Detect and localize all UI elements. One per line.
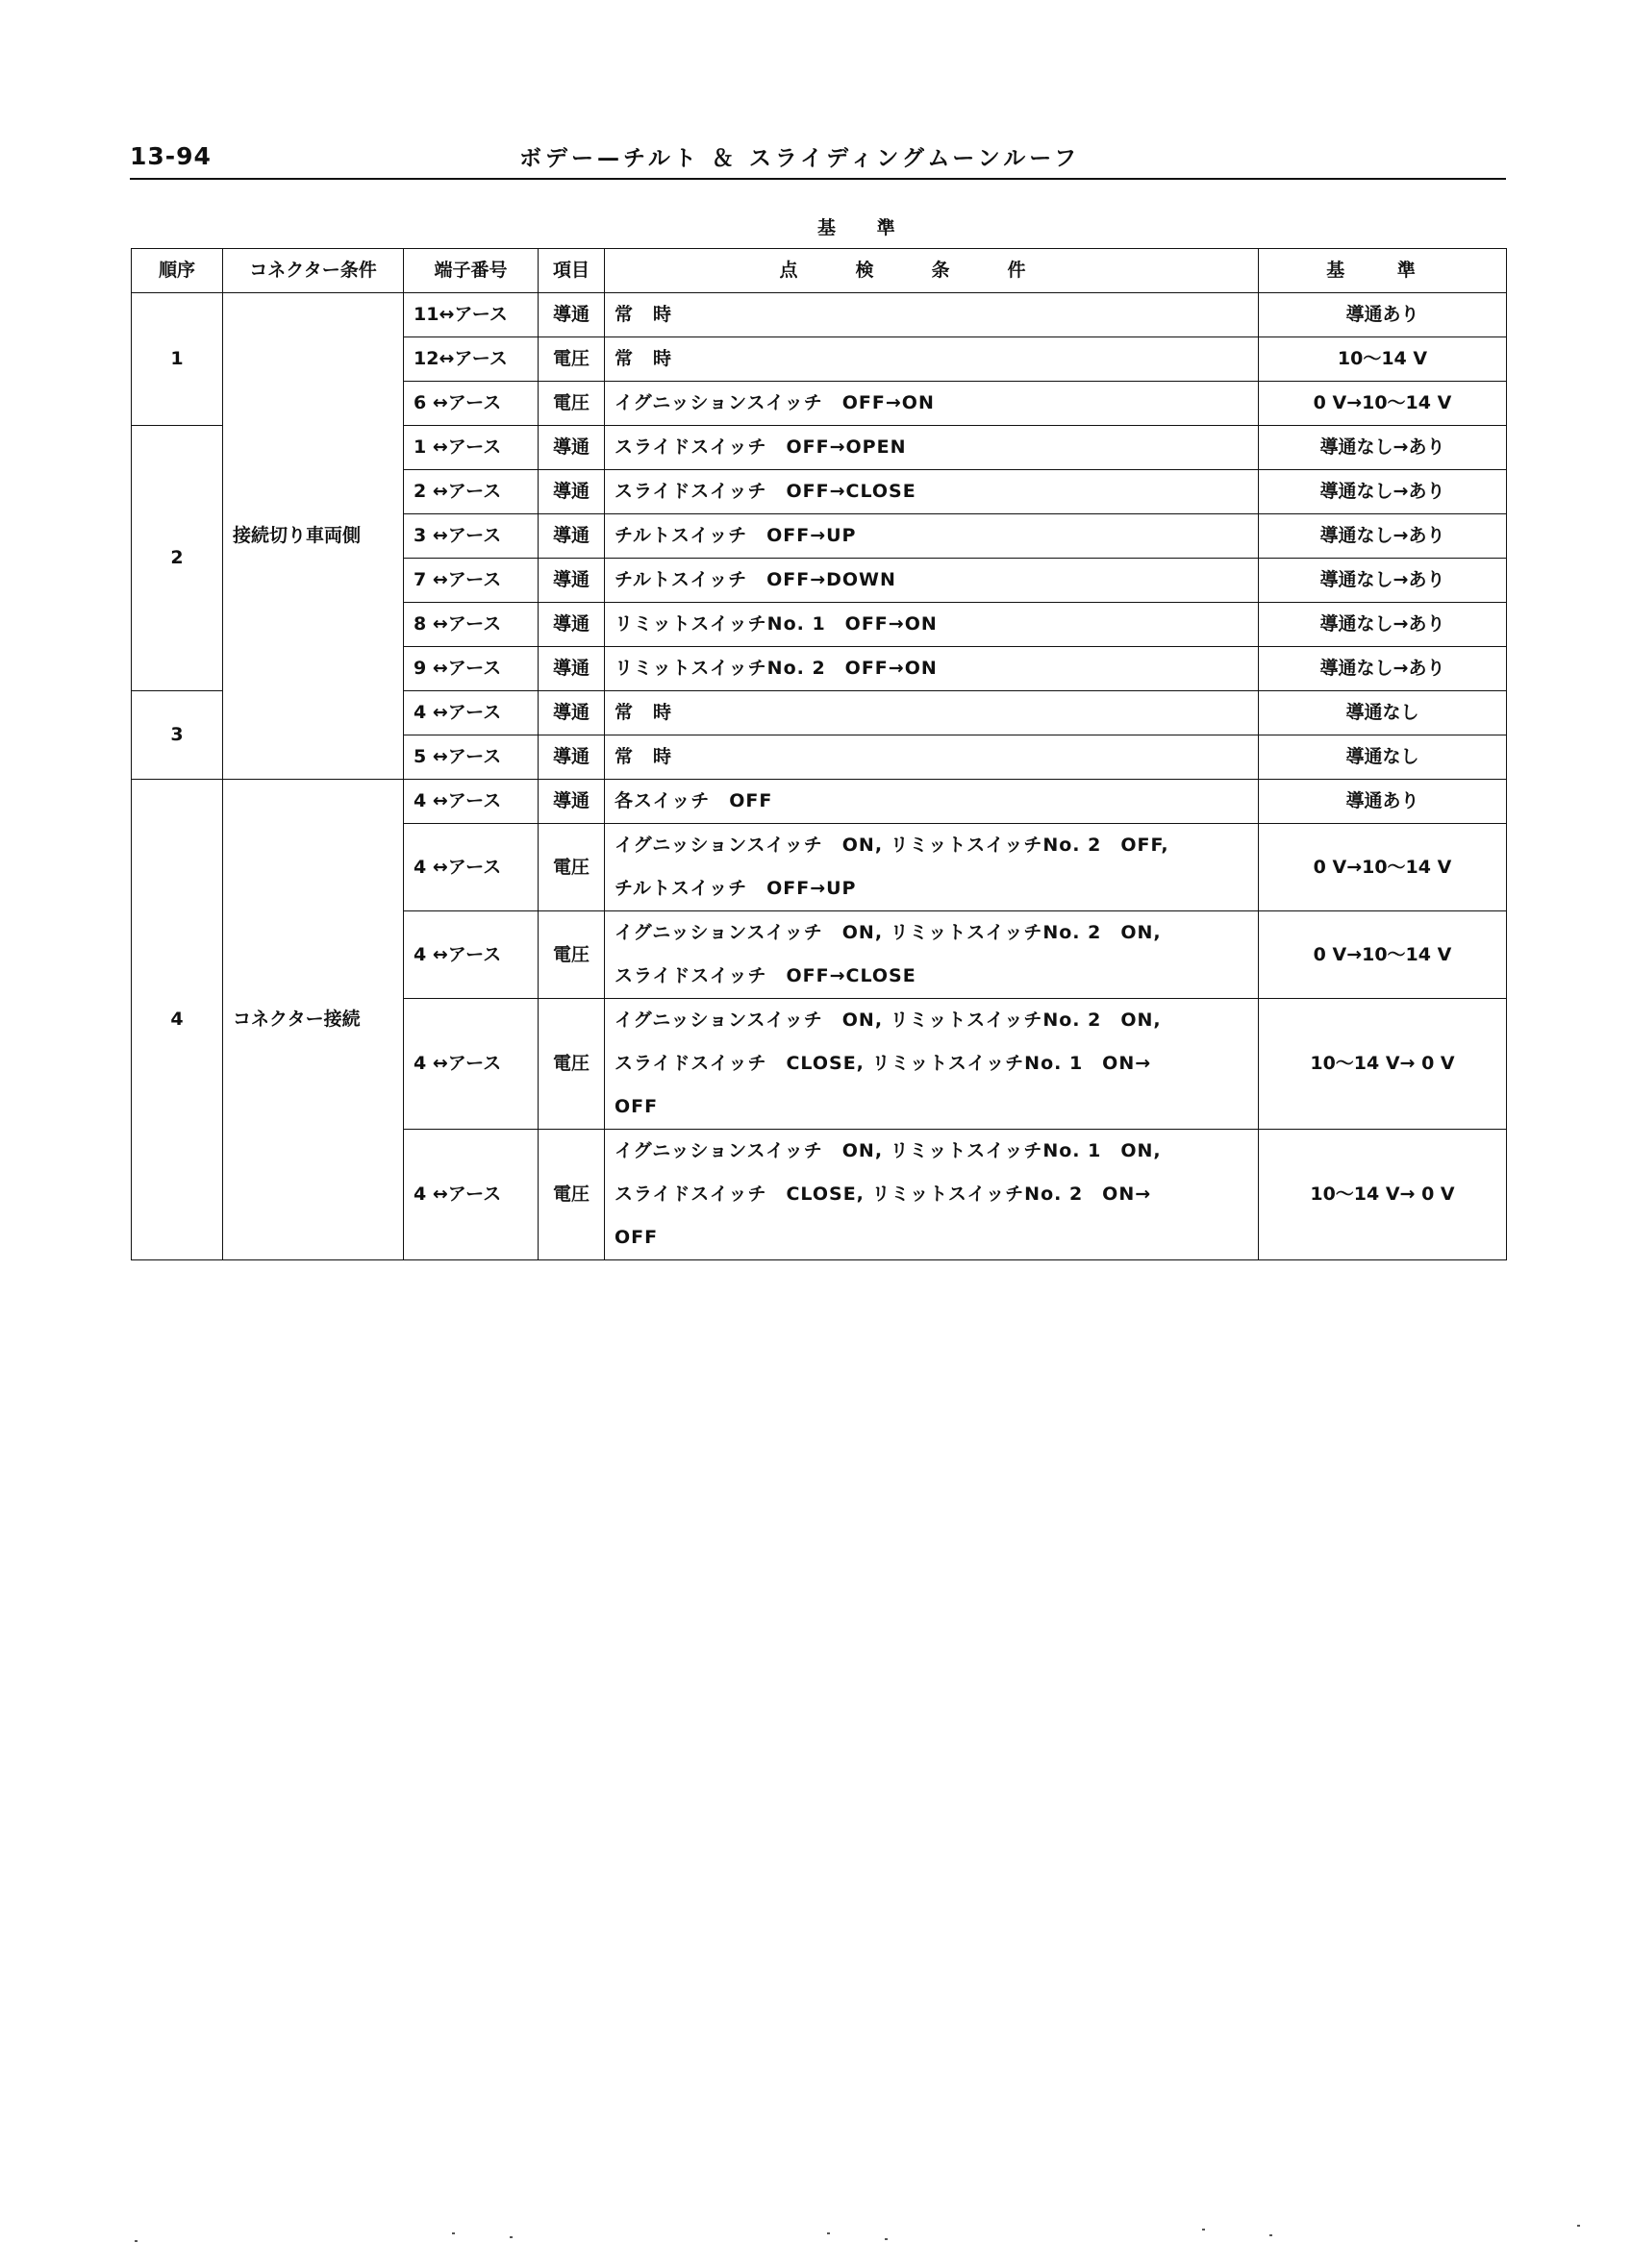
standard-cell: 10～14 V→ 0 V xyxy=(1259,999,1507,1130)
table-header-row xyxy=(132,249,1507,293)
check-line: スライドスイッチ OFF→CLOSE xyxy=(615,965,916,986)
standard-cell: 0 V→10～14 V xyxy=(1259,382,1507,426)
standard-cell: 0 V→10～14 V xyxy=(1259,911,1507,999)
seq-cell: 3 xyxy=(132,691,223,780)
scan-speck xyxy=(510,2236,513,2238)
terminal-cell: 7 ↔アース xyxy=(404,559,539,603)
header-check: 点検条件 xyxy=(605,249,1259,293)
check-cell: スライドスイッチ OFF→OPEN xyxy=(605,426,1259,470)
check-line: イグニッションスイッチ ON, リミットスイッチNo. 2 OFF, xyxy=(615,835,1169,856)
standard-cell: 10～14 V→ 0 V xyxy=(1259,1130,1507,1260)
terminal-cell: 4 ↔アース xyxy=(404,999,539,1130)
terminal-cell: 4 ↔アース xyxy=(404,780,539,824)
standard-cell: 導通あり xyxy=(1259,293,1507,337)
check-cell xyxy=(605,1130,1259,1260)
section-title: ボデー—チルト ＆ スライディングムーンルーフ xyxy=(519,146,1081,171)
check-line: OFF xyxy=(615,1096,659,1117)
item-cell: 導通 xyxy=(539,603,605,647)
check-line: イグニッションスイッチ ON, リミットスイッチNo. 1 ON, xyxy=(615,1140,1162,1161)
check-cell: チルトスイッチ OFF→UP xyxy=(605,514,1259,559)
item-cell: 電圧 xyxy=(539,1130,605,1260)
terminal-cell: 4 ↔アース xyxy=(404,691,539,735)
item-cell: 導通 xyxy=(539,780,605,824)
terminal-cell: 6 ↔アース xyxy=(404,382,539,426)
item-cell: 電圧 xyxy=(539,824,605,911)
item-cell: 導通 xyxy=(539,470,605,514)
header-rule xyxy=(130,178,1506,180)
scan-speck xyxy=(135,2240,138,2242)
check-line: イグニッションスイッチ ON, リミットスイッチNo. 2 ON, xyxy=(615,1009,1162,1031)
scan-speck xyxy=(827,2232,830,2234)
terminal-cell: 8 ↔アース xyxy=(404,603,539,647)
check-line: チルトスイッチ OFF→UP xyxy=(615,878,857,899)
seq-cell: 4 xyxy=(132,780,223,1260)
check-line: スライドスイッチ CLOSE, リミットスイッチNo. 1 ON→ xyxy=(615,1053,1152,1074)
standard-cell: 10～14 V xyxy=(1259,337,1507,382)
standard-cell: 導通なし→あり xyxy=(1259,426,1507,470)
terminal-cell: 4 ↔アース xyxy=(404,824,539,911)
check-cell: 常 時 xyxy=(605,691,1259,735)
standard-cell: 導通なし→あり xyxy=(1259,603,1507,647)
check-cell xyxy=(605,911,1259,999)
terminal-cell: 1 ↔アース xyxy=(404,426,539,470)
check-cell: スライドスイッチ OFF→CLOSE xyxy=(605,470,1259,514)
standard-cell: 導通なし→あり xyxy=(1259,647,1507,691)
check-cell: リミットスイッチNo. 2 OFF→ON xyxy=(605,647,1259,691)
terminal-cell: 9 ↔アース xyxy=(404,647,539,691)
terminal-cell: 12↔アース xyxy=(404,337,539,382)
standard-cell: 0 V→10～14 V xyxy=(1259,824,1507,911)
check-cell xyxy=(605,824,1259,911)
check-cell xyxy=(605,999,1259,1130)
check-line: OFF xyxy=(615,1227,659,1248)
check-cell: 各スイッチ OFF xyxy=(605,780,1259,824)
scan-speck xyxy=(452,2232,455,2234)
item-cell: 電圧 xyxy=(539,911,605,999)
check-cell: イグニッションスイッチ OFF→ON xyxy=(605,382,1259,426)
seq-cell: 1 xyxy=(132,293,223,426)
item-cell: 導通 xyxy=(539,293,605,337)
item-cell: 導通 xyxy=(539,735,605,780)
check-line: イグニッションスイッチ ON, リミットスイッチNo. 2 ON, xyxy=(615,922,1162,943)
header-seq: 順序 xyxy=(132,249,223,293)
standard-cell: 導通なし→あり xyxy=(1259,514,1507,559)
scan-speck xyxy=(1577,2225,1580,2227)
check-line: スライドスイッチ CLOSE, リミットスイッチNo. 2 ON→ xyxy=(615,1184,1152,1205)
header-standard: 基 準 xyxy=(1259,249,1507,293)
standard-cell: 導通なし xyxy=(1259,735,1507,780)
item-cell: 導通 xyxy=(539,647,605,691)
page-number: 13-94 xyxy=(130,142,212,170)
header-connector: コネクター条件 xyxy=(223,249,404,293)
table-row xyxy=(132,780,1507,824)
check-cell: チルトスイッチ OFF→DOWN xyxy=(605,559,1259,603)
table-caption: 基 準 xyxy=(817,217,913,238)
table-row xyxy=(132,293,1507,337)
terminal-cell: 4 ↔アース xyxy=(404,911,539,999)
check-cell: 常 時 xyxy=(605,293,1259,337)
item-cell: 電圧 xyxy=(539,382,605,426)
inspection-table xyxy=(131,248,1507,1260)
standard-cell: 導通なし→あり xyxy=(1259,470,1507,514)
standard-cell: 導通なし→あり xyxy=(1259,559,1507,603)
connector-condition-cell: コネクター接続 xyxy=(223,780,404,1260)
scan-speck xyxy=(1202,2229,1205,2231)
standard-cell: 導通あり xyxy=(1259,780,1507,824)
item-cell: 導通 xyxy=(539,691,605,735)
item-cell: 電圧 xyxy=(539,999,605,1130)
terminal-cell: 3 ↔アース xyxy=(404,514,539,559)
scan-speck xyxy=(885,2238,888,2240)
check-cell: 常 時 xyxy=(605,735,1259,780)
terminal-cell: 11↔アース xyxy=(404,293,539,337)
item-cell: 導通 xyxy=(539,426,605,470)
check-cell: リミットスイッチNo. 1 OFF→ON xyxy=(605,603,1259,647)
item-cell: 導通 xyxy=(539,559,605,603)
terminal-cell: 4 ↔アース xyxy=(404,1130,539,1260)
scan-speck xyxy=(1269,2234,1272,2236)
standard-cell: 導通なし xyxy=(1259,691,1507,735)
item-cell: 導通 xyxy=(539,514,605,559)
terminal-cell: 5 ↔アース xyxy=(404,735,539,780)
terminal-cell: 2 ↔アース xyxy=(404,470,539,514)
check-cell: 常 時 xyxy=(605,337,1259,382)
connector-condition-cell: 接続切り車両側 xyxy=(223,293,404,780)
seq-cell: 2 xyxy=(132,426,223,691)
header-terminal: 端子番号 xyxy=(404,249,539,293)
header-item: 項目 xyxy=(539,249,605,293)
item-cell: 電圧 xyxy=(539,337,605,382)
